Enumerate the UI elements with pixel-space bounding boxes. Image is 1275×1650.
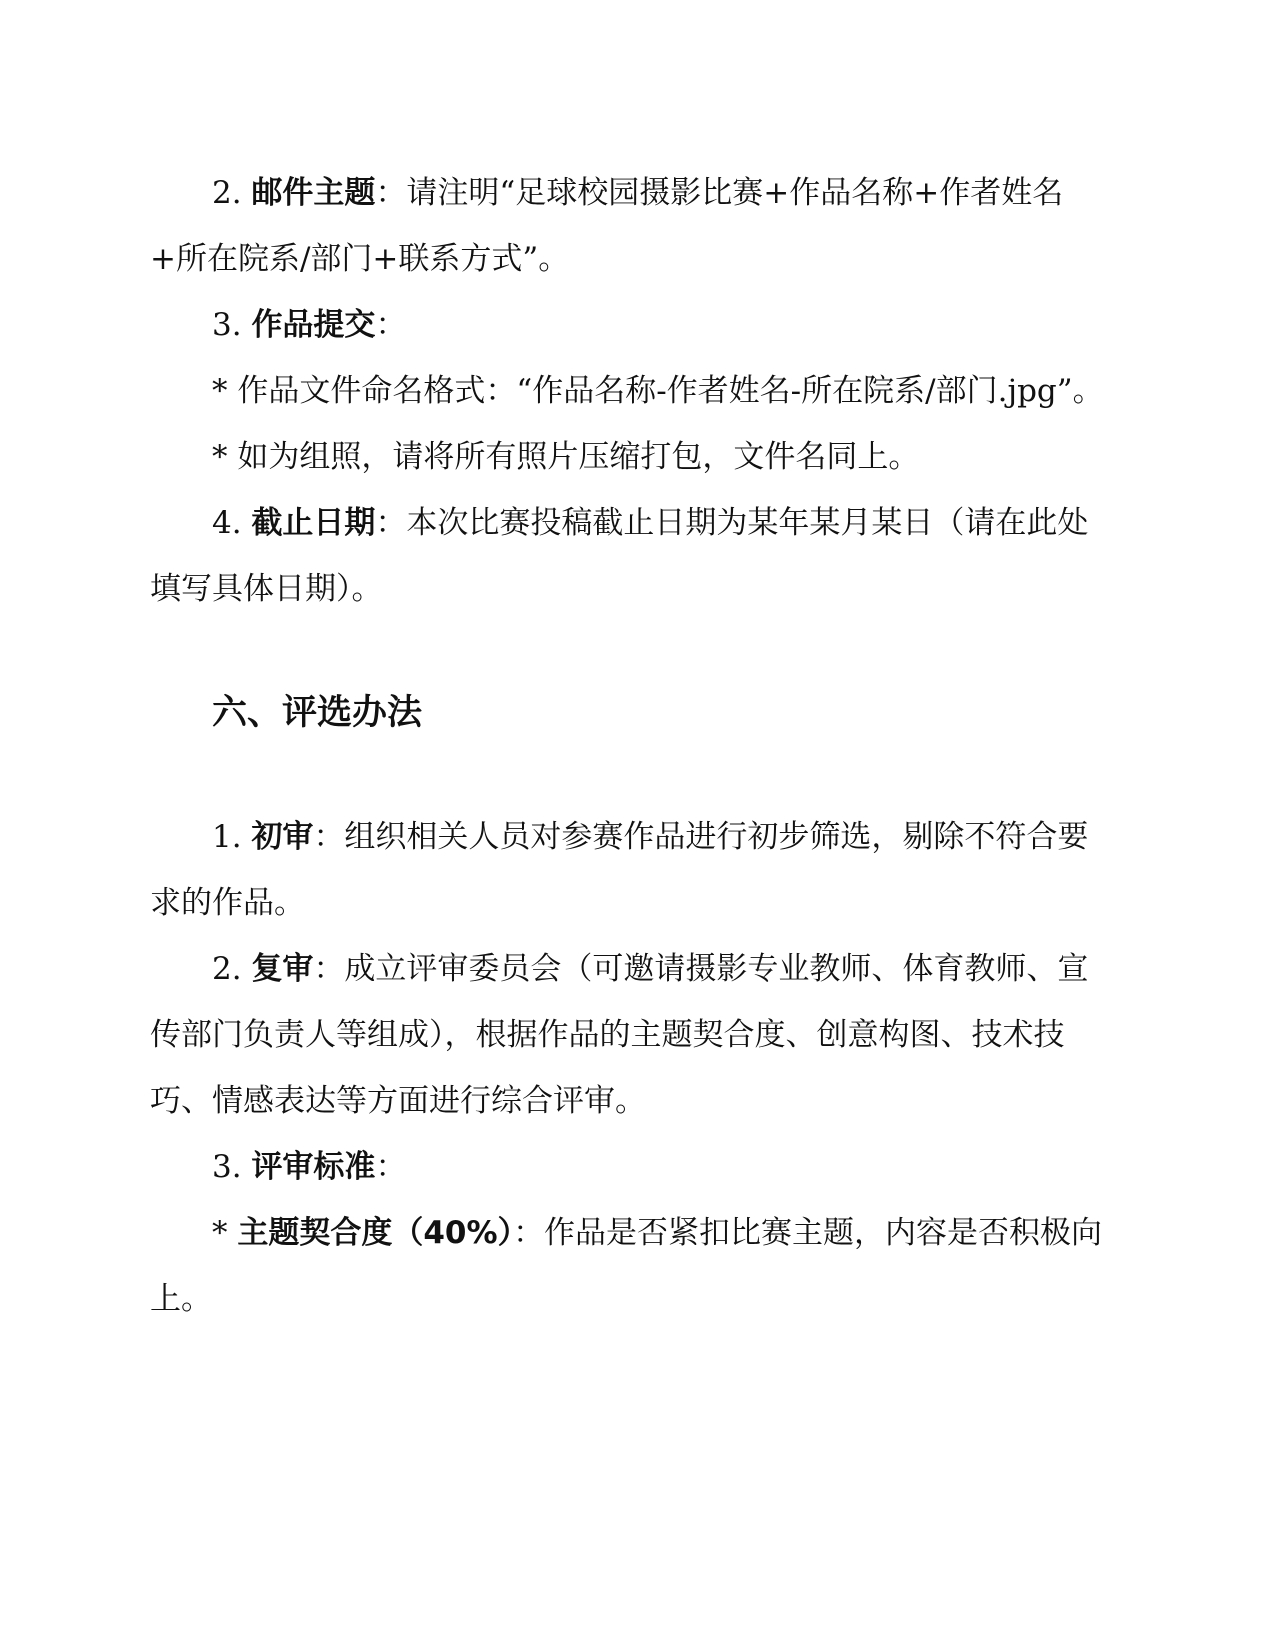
paragraph-theme-fit (150, 1200, 1110, 1332)
paragraph-label: 主题契合度（40%） (237, 1215, 514, 1251)
document-content (150, 160, 1110, 1332)
paragraph-work-submission (150, 292, 1110, 358)
paragraph-text: ： (375, 1149, 407, 1185)
paragraph-initial-review (150, 804, 1110, 936)
paragraph-text: ：组织相关人员对参赛作品进行初步筛选，剔除不符合要求的作品。 (150, 819, 1089, 921)
paragraph-label: 作品提交 (251, 307, 376, 343)
paragraph-label: 复审 (251, 951, 314, 987)
paragraph-text: ：成立评审委员会（可邀请摄影专业教师、体育教师、宣传部门负责人等组成），根据作品的主题契合度、创意构图、技术技巧、情感表达等方面进行综合评审。 (150, 951, 1089, 1119)
paragraph-label: 评审标准 (251, 1149, 376, 1185)
paragraph-text: ：本次比赛投稿截止日期为某年某月某日（请在此处填写具体日期）。 (150, 505, 1089, 607)
paragraph-text: ：作品是否紧扣比赛主题，内容是否积极向上。 (150, 1215, 1103, 1317)
paragraph-text: 作品文件命名格式：“作品名称-作者姓名-所在院系/部门.jpg”。 (237, 373, 1104, 409)
bullet-marker: * (212, 439, 238, 475)
paragraph-text: ：请注明“足球校园摄影比赛+作品名称+作者姓名+所在院系/部门+联系方式”。 (150, 175, 1064, 277)
paragraph-label: 初审 (251, 819, 314, 855)
section-heading: 六、评选办法 (212, 693, 423, 733)
paragraph-deadline (150, 490, 1110, 622)
list-number: 2. (212, 175, 252, 211)
list-number: 1. (212, 819, 252, 855)
paragraph-file-naming (150, 358, 1110, 424)
paragraph-label: 邮件主题 (251, 175, 376, 211)
list-number: 3. (212, 1149, 252, 1185)
spacer (150, 622, 1110, 680)
paragraph-text: ： (375, 307, 407, 343)
bullet-marker: * (212, 1215, 238, 1251)
paragraph-email-subject (150, 160, 1110, 292)
list-number: 2. (212, 951, 252, 987)
list-number: 4. (212, 505, 252, 541)
list-number: 3. (212, 307, 252, 343)
bullet-marker: * (212, 373, 238, 409)
spacer (150, 746, 1110, 804)
paragraph-text: 如为组照，请将所有照片压缩打包，文件名同上。 (237, 439, 920, 475)
paragraph-second-review (150, 936, 1110, 1134)
paragraph-label: 截止日期 (251, 505, 376, 541)
paragraph-review-criteria (150, 1134, 1110, 1200)
paragraph-photo-group (150, 424, 1110, 490)
